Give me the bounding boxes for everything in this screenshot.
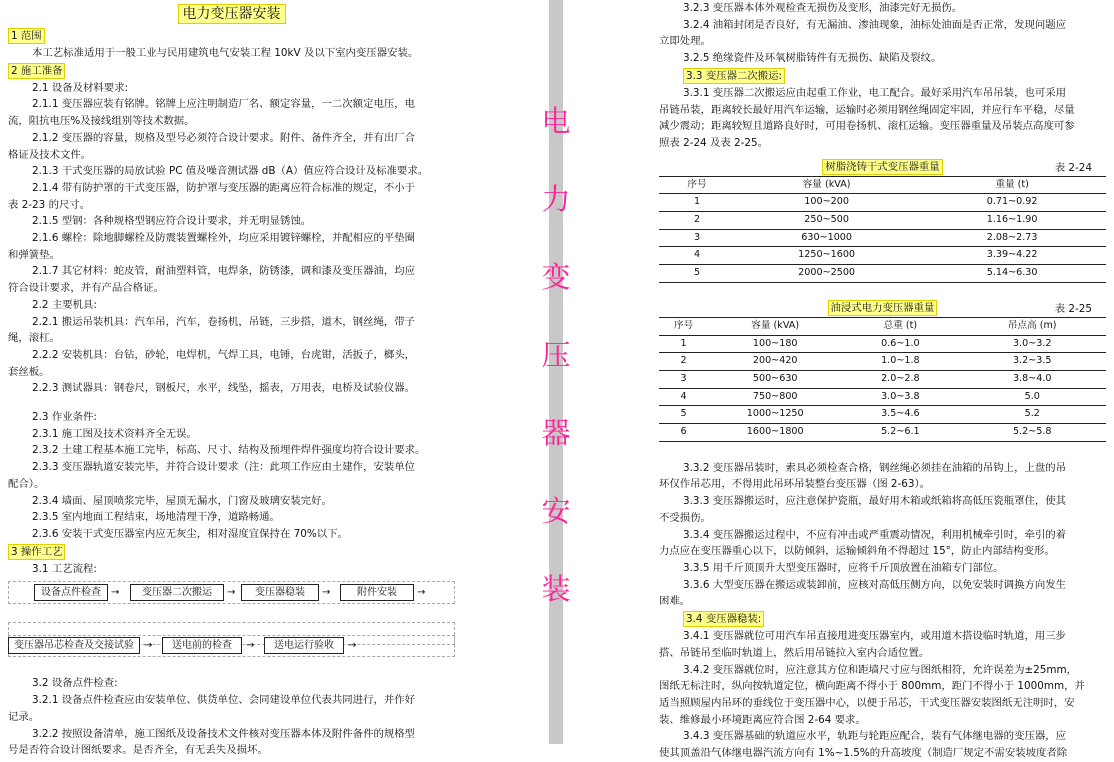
table-header-cell: 总重 (t) (842, 317, 958, 335)
spine-title-char: 器 (541, 416, 571, 450)
flow-step-box: 变压器吊芯检查及交接试验 (8, 637, 140, 654)
text-line-content: 2.1.3 干式变压器的局放试验 PC 值及噪音测试器 dB（A）值应符合设计及标准要求。 (32, 165, 429, 178)
transformer-weight-table-oil (659, 317, 1106, 442)
table-row (659, 353, 1106, 371)
spine-title-char: 压 (541, 338, 571, 372)
text-line-content: 3.3.6 大型变压器在搬运或装卸前，应核对高低压侧方向，以免安装时调换方向发生 (683, 578, 1067, 591)
table-row (659, 370, 1106, 388)
text-line (8, 45, 455, 62)
table-row (659, 388, 1106, 406)
text-line-content: 和弹簧垫。 (8, 248, 60, 261)
table-header-cell: 重量 (t) (918, 176, 1106, 194)
right-text-block (659, 0, 1106, 152)
text-line (659, 728, 1106, 745)
table-cell: 5.2 (958, 406, 1106, 424)
text-line-content: 3.2.4 油箱封闭是否良好，有无漏油、渗油现象，油标处油面是否正常，发现问题应 (683, 18, 1067, 31)
text-line (659, 476, 1106, 493)
spine-title-char: 变 (541, 260, 571, 294)
text-line (8, 247, 455, 264)
table-cell: 2 (659, 212, 735, 230)
text-line (659, 695, 1106, 712)
text-line-content: 2.2.3 测试器具：钢卷尺，钢板尺，水平，线坠，摇表，万用表，电桥及试验仪器。 (32, 382, 416, 395)
table-cell: 1 (659, 335, 708, 353)
text-line (8, 675, 455, 692)
text-line-content: 表 2-23 的尺寸。 (8, 198, 91, 211)
text-line (8, 147, 455, 164)
table-row (659, 194, 1106, 212)
process-flow-diagram (8, 577, 455, 675)
text-line (659, 33, 1106, 50)
text-line (659, 543, 1106, 560)
right-page (659, 0, 1106, 760)
text-line (8, 347, 455, 364)
table-cell: 3 (659, 370, 708, 388)
blank-line (8, 397, 455, 409)
text-line (659, 527, 1106, 544)
left-text-block-2 (8, 675, 455, 759)
text-line (659, 50, 1106, 67)
table-cell: 5.2~6.1 (842, 424, 958, 442)
text-line-content: 装、维修最小环境距离应符合图 2-64 要求。 (659, 713, 866, 726)
table-cell: 4 (659, 388, 708, 406)
text-line-content: 2.3.4 墙面、屋顶喷浆完毕，屋顶无漏水，门窗及玻璃安装完好。 (32, 494, 332, 507)
table-cell: 3.39~4.22 (918, 247, 1106, 265)
text-line (659, 712, 1106, 729)
table-header-cell: 容量 (kVA) (735, 176, 918, 194)
table-cell: 1.16~1.90 (918, 212, 1106, 230)
flow-step-box: 附件安装 (340, 584, 414, 601)
text-line (659, 0, 1106, 17)
text-line (8, 213, 455, 230)
text-line-content: 2.1.4 带有防护罩的干式变压器，防护罩与变压器的距离应符合标准的规定，不小于 (32, 181, 416, 194)
text-line (659, 593, 1106, 610)
arrow-right-icon: → (227, 587, 236, 599)
text-line-content: 2.2.1 搬运吊装机具：汽车吊，汽车，卷扬机，吊链，三步搭，道木，钢丝绳，带子 (32, 315, 416, 328)
table-cell: 3.0~3.2 (958, 335, 1106, 353)
text-line (8, 426, 455, 443)
table-cell: 5.2~5.8 (958, 424, 1106, 442)
text-line-content: 3.2.3 变压器本体外观检查无损伤及变形，油漆完好无损伤。 (683, 2, 963, 14)
text-line-content: 配合）。 (8, 477, 45, 490)
text-line-content: 2.1.2 变压器的容量，规格及型号必须符合设计要求。附件、备件齐全，并有出厂合 (32, 131, 416, 144)
text-line-content: 2.3.6 安装干式变压器室内应无灰尘，相对湿度宜保持在 70%以下。 (32, 527, 348, 540)
text-line (8, 330, 455, 347)
table-cell: 3 (659, 229, 735, 247)
table-cell: 3.5~4.6 (842, 406, 958, 424)
text-line (8, 742, 455, 759)
table-2-25-number: 表 2-25 (1054, 302, 1092, 315)
flow-step-box: 送电运行验收 (264, 637, 344, 654)
text-line-content: 3.3.4 变压器搬运过程中，不应有冲击或严重震动情况，利用机械牵引时，牵引的着 (683, 528, 1067, 541)
table-cell: 2.08~2.73 (918, 229, 1106, 247)
text-line (8, 364, 455, 381)
text-line-content: 3.2.5 绝缘瓷件及环氧树脂铸件有无损伤、缺陷及裂纹。 (683, 52, 942, 65)
text-line (659, 118, 1106, 135)
text-line (8, 509, 455, 526)
section-heading (8, 27, 455, 45)
text-line (8, 459, 455, 476)
table-row (659, 424, 1106, 442)
text-line-content: 吊链吊装，距离较长最好用汽车运输，运输时必须用钢丝绳固定牢固，并应行车平稳，尽量 (659, 103, 1075, 116)
table-cell: 1000~1250 (708, 406, 842, 424)
text-line (8, 130, 455, 147)
arrow-right-icon: → (348, 640, 357, 652)
table-cell: 5.0 (958, 388, 1106, 406)
text-line (659, 645, 1106, 662)
table-header-cell: 序号 (659, 176, 735, 194)
table-header-cell: 容量 (kVA) (708, 317, 842, 335)
text-line (8, 692, 455, 709)
text-line (8, 561, 455, 578)
text-line (659, 678, 1106, 695)
table-cell: 630~1000 (735, 229, 918, 247)
text-line-content: 2.1.6 螺栓：除地脚螺栓及防震装置螺栓外，均应采用镀锌螺栓，并配相应的平垫圈 (32, 232, 416, 245)
text-line (659, 85, 1106, 102)
text-line (659, 628, 1106, 645)
text-line-content: 2.2.2 安装机具：台钻，砂轮，电焊机，气焊工具，电锤，台虎钳，活扳子，榔头， (32, 348, 416, 361)
text-line-content: 力点应在变压器重心以下，以防倾斜，运输倾斜角不得超过 15°，防止内部结构变形。 (659, 545, 1055, 558)
spine-title-char: 力 (541, 182, 571, 216)
text-line-content: 搭、吊链吊至临时轨道上，然后用吊链拉入室内合适位置。 (659, 646, 930, 659)
table-cell: 250~500 (735, 212, 918, 230)
text-line-content: 3.3.5 用千斤顶顶升大型变压器时，应将千斤顶放置在油箱专门部位。 (683, 561, 1004, 574)
text-line (659, 577, 1106, 594)
arrow-right-icon: → (322, 587, 331, 599)
text-line (8, 476, 455, 493)
flow-step-box: 设备点件检查 (34, 584, 108, 601)
text-line-content: 3.2.2 按照设备清单，施工图纸及设备技术文件核对变压器本体及附件备件的规格型 (32, 727, 416, 740)
flow-step-box: 变压器二次搬运 (130, 584, 224, 601)
table-cell: 1250~1600 (735, 247, 918, 265)
text-line (8, 409, 455, 426)
text-line (8, 80, 455, 97)
text-line-content: 2.3.3 变压器轨道安装完毕，并符合设计要求（注：此项工作应由土建作，安装单位 (32, 461, 416, 474)
arrow-right-icon: → (246, 640, 255, 652)
section-heading-text: 3.3 变压器二次搬运: (683, 68, 785, 84)
section-heading-text: 2 施工准备 (8, 63, 65, 79)
right-text-block-2 (659, 460, 1106, 762)
table-cell: 1600~1800 (708, 424, 842, 442)
table-cell: 200~420 (708, 353, 842, 371)
section-heading-text: 3.4 变压器稳装: (683, 611, 764, 627)
text-line-content: 3.2 设备点件检查: (32, 677, 118, 690)
table-cell: 1.0~1.8 (842, 353, 958, 371)
table-cell: 3.8~4.0 (958, 370, 1106, 388)
text-line (8, 709, 455, 726)
text-line-content: 环仅作吊芯用，不得用此吊环吊装整台变压器（图 2-63）。 (659, 478, 931, 491)
text-line (8, 180, 455, 197)
text-line (8, 280, 455, 297)
text-line-content: 不受损伤。 (659, 511, 711, 524)
text-line-content: 3.3.1 变压器二次搬运应由起重工作业，电工配合。最好采用汽车吊吊装，也可采用 (683, 86, 1067, 99)
table-header-cell: 序号 (659, 317, 708, 335)
text-line-content: 2.3.2 土建工程基本施工完毕，标高、尺寸、结构及预埋件焊件强度均符合设计要求。 (32, 444, 426, 457)
section-heading-text: 3 操作工艺 (8, 544, 65, 560)
table-cell: 6 (659, 424, 708, 442)
table-row (659, 247, 1106, 265)
text-line-content: 记录。 (8, 710, 40, 723)
text-line-content: 图纸无标注时，纵向按轨道定位，横向距离不得小于 800mm，距门不得小于 1000mm，并 (659, 680, 1085, 693)
text-line-content: 2.3.1 施工图及技术资料齐全无误。 (32, 427, 197, 440)
text-line-content: 格证及技术文件。 (8, 148, 92, 161)
flow-step-box: 变压器稳装 (241, 584, 319, 601)
table-cell: 0.6~1.0 (842, 335, 958, 353)
text-line-content: 2.2 主要机具: (32, 298, 97, 311)
text-line (8, 442, 455, 459)
text-line-content: 流，阻抗电压%及接线组别等技术数据。 (8, 115, 195, 128)
text-line (8, 297, 455, 314)
text-line (659, 493, 1106, 510)
text-line-content: 绳，滚杠。 (8, 332, 60, 345)
table-cell: 2 (659, 353, 708, 371)
text-line-content: 困难。 (659, 595, 691, 608)
table-cell: 4 (659, 247, 735, 265)
table-cell: 3.0~3.8 (842, 388, 958, 406)
table-header-cell: 吊点高 (m) (958, 317, 1106, 335)
table-cell: 2000~2500 (735, 265, 918, 283)
text-line (8, 230, 455, 247)
table-row (659, 212, 1106, 230)
table-cell: 2.0~2.8 (842, 370, 958, 388)
table-cell: 5 (659, 265, 735, 283)
arrow-right-icon: → (111, 587, 120, 599)
text-line (8, 113, 455, 130)
text-line-content: 适当照顾屋内吊环的垂线位于变压器中心，以便于吊芯，干式变压器安装图纸无注明时，安 (659, 696, 1075, 709)
section-heading (8, 543, 455, 561)
text-line (8, 263, 455, 280)
text-line (659, 102, 1106, 119)
text-line (8, 493, 455, 510)
table-2-24-number: 表 2-24 (1054, 161, 1092, 174)
text-line (659, 135, 1106, 152)
text-line-content: 3.3.2 变压器吊装时，索具必须检查合格，钢丝绳必须挂在油箱的吊钩上，上盘的吊 (683, 461, 1067, 474)
table-cell: 500~630 (708, 370, 842, 388)
section-heading (659, 610, 1106, 628)
document-title: 电力变压器安装 (178, 4, 286, 24)
table-row (659, 229, 1106, 247)
table-row (659, 406, 1106, 424)
text-line-content: 2.3.5 室内地面工程结束，场地清理干净，道路畅通。 (32, 511, 280, 524)
text-line-content: 套丝板。 (8, 365, 50, 378)
text-line-content: 2.3 作业条件: (32, 411, 97, 424)
text-line-content: 3.2.1 设备点件检查应由安装单位、供货单位、会同建设单位代表共同进行，并作好 (32, 694, 416, 707)
table-cell: 100~200 (735, 194, 918, 212)
text-line (659, 460, 1106, 477)
spine-title-char: 装 (541, 572, 571, 606)
text-line-content: 2.1.5 型钢：各种规格型钢应符合设计要求，并无明显锈蚀。 (32, 215, 312, 228)
text-line-content: 2.1.7 其它材料：蛇皮管，耐油塑料管，电焊条，防锈漆，调和漆及变压器油，均应 (32, 265, 416, 278)
table-2-25-caption (659, 299, 1106, 317)
text-line-content: 照表 2-24 及表 2-25。 (659, 136, 769, 149)
text-line (8, 163, 455, 180)
left-text-block (8, 27, 455, 577)
spine-title-char: 安 (541, 494, 571, 528)
table-cell: 5.14~6.30 (918, 265, 1106, 283)
text-line-content: 立即处理。 (659, 35, 711, 48)
table-row (659, 335, 1106, 353)
text-line (659, 510, 1106, 527)
section-heading (659, 67, 1106, 85)
text-line-content: 符合设计要求，并有产品合格证。 (8, 282, 164, 295)
text-line-content: 号是否符合设计图纸要求。是否齐全，有无丢失及损坏。 (8, 744, 268, 757)
table-cell: 3.2~3.5 (958, 353, 1106, 371)
text-line-content: 本工艺标准适用于一般工业与民用建筑电气安装工程 10kV 及以下室内变压器安装。 (32, 47, 419, 59)
text-line (659, 17, 1106, 34)
text-line (659, 662, 1106, 679)
text-line (8, 526, 455, 543)
text-line-content: 2.1.1 变压器应装有铭牌。铭牌上应注明制造厂名、额定容量，一二次额定电压，电 (32, 98, 416, 111)
table-cell: 750~800 (708, 388, 842, 406)
table-2-25-title: 油浸式电力变压器重量 (828, 300, 938, 316)
text-line-content: 3.3.3 变压器搬运时，应注意保护瓷瓶，最好用木箱或纸箱将高低压瓷瓶罩住，使其 (683, 495, 1067, 508)
section-heading-text: 1 范围 (8, 28, 45, 44)
spine-title-char: 电 (541, 104, 571, 138)
left-page (8, 0, 455, 757)
text-line (8, 197, 455, 214)
transformer-weight-table-dry (659, 176, 1106, 283)
table-2-24-caption (659, 158, 1106, 176)
table-2-24-title: 树脂浇铸干式变压器重量 (822, 159, 942, 175)
arrow-right-icon: → (144, 640, 153, 652)
table-row (659, 265, 1106, 283)
text-line-content: 3.4.1 变压器就位可用汽车吊直接甩进变压器室内，或用道木搭设临时轨道，用三步 (683, 630, 1067, 643)
table-cell: 0.71~0.92 (918, 194, 1106, 212)
table-cell: 5 (659, 406, 708, 424)
text-line (659, 745, 1106, 762)
text-line (8, 96, 455, 113)
table-cell: 1 (659, 194, 735, 212)
table-cell: 100~180 (708, 335, 842, 353)
text-line (8, 380, 455, 397)
text-line-content: 2.1 设备及材料要求: (32, 81, 129, 94)
arrow-right-icon: → (417, 587, 426, 599)
text-line-content: 使其顶盖沿气体继电器汽流方向有 1%~1.5%的升高坡度（制造厂规定不需安装坡度者除 (659, 747, 1068, 760)
text-line (659, 560, 1106, 577)
flow-step-box: 送电前的检查 (162, 637, 242, 654)
text-line (8, 314, 455, 331)
section-heading (8, 62, 455, 80)
text-line (8, 726, 455, 743)
text-line-content: 3.4.2 变压器就位时，应注意其方位和距墙尺寸应与图纸相符，允许误差为±25mm， (683, 663, 1078, 676)
text-line-content: 3.4.3 变压器基础的轨道应水平，轨距与轮距应配合，装有气体继电器的变压器，应 (683, 730, 1067, 743)
text-line-content: 减少震动；距离较短且道路良好时，可用卷扬机、滚杠运输。变压器重量及吊装点高度可参 (659, 120, 1075, 133)
text-line-content: 3.1 工艺流程: (32, 562, 97, 575)
